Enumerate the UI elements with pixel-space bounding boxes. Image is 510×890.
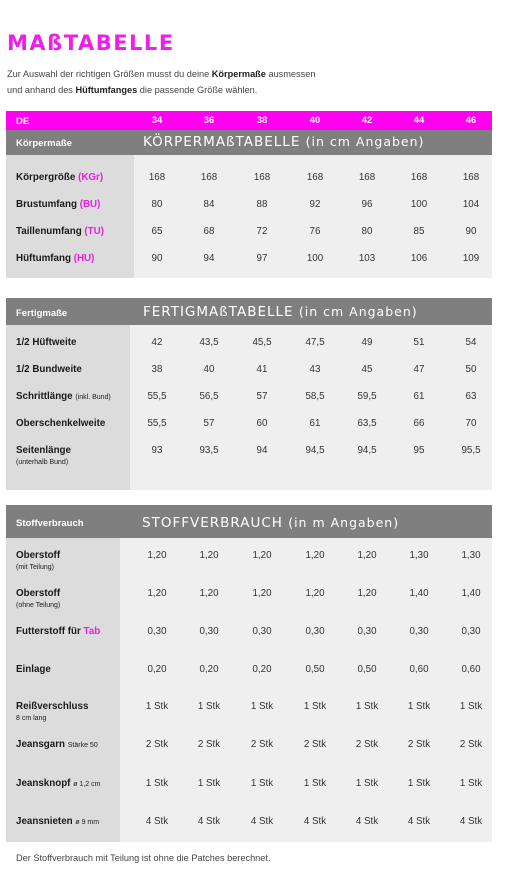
cell-size-44: 100 <box>410 199 428 210</box>
row-abbreviation: Tab <box>83 626 101 637</box>
cell-size-36: 1 Stk <box>197 701 221 712</box>
koerper-section <box>6 111 492 278</box>
cell-size-36: 0,20 <box>199 664 219 675</box>
cell-size-40: 100 <box>306 253 324 264</box>
intro-line1c: ausmessen <box>265 69 316 79</box>
cell-size-36: 1 Stk <box>197 778 221 789</box>
cell-size-46: 1,40 <box>461 588 481 599</box>
cell-size-40: 168 <box>306 172 324 183</box>
cell-size-44: 1 Stk <box>407 701 431 712</box>
cell-size-46: 50 <box>465 364 477 375</box>
cell-size-42: 0,50 <box>357 664 377 675</box>
cell-size-42: 4 Stk <box>355 816 379 827</box>
size-38: 38 <box>256 115 268 126</box>
cell-size-40: 4 Stk <box>303 816 327 827</box>
cell-size-46: 54 <box>465 337 477 348</box>
row-abbreviation: (TU) <box>84 226 105 237</box>
intro-line2a: und anhand des <box>7 85 76 95</box>
cell-size-42: 59,5 <box>357 391 377 402</box>
cell-size-36: 43,5 <box>199 337 219 348</box>
cell-size-38: 97 <box>256 253 268 264</box>
cell-size-46: 1 Stk <box>459 701 483 712</box>
intro-line2c: die passende Größe wählen. <box>137 85 258 95</box>
cell-size-40: 58,5 <box>305 391 325 402</box>
stoff-header <box>6 505 492 538</box>
koerper-heading: KÖRPERMAßTABELLE (in cm Angaben) <box>143 134 425 150</box>
cell-size-34: 0,30 <box>147 626 167 637</box>
cell-size-44: 4 Stk <box>407 816 431 827</box>
cell-size-34: 55,5 <box>147 418 167 429</box>
cell-size-42: 49 <box>361 337 373 348</box>
cell-size-38: 168 <box>253 172 271 183</box>
page-title: MAßTABELLE <box>7 31 175 55</box>
cell-size-46: 1,30 <box>461 550 481 561</box>
row-abbreviation: (KGr) <box>78 172 104 183</box>
row-note: (ohne Teilung) <box>16 602 61 609</box>
cell-size-44: 47 <box>413 364 425 375</box>
row-label: Futterstoff für Tab <box>16 626 101 637</box>
stoff-label: Stoffverbrauch <box>16 518 84 529</box>
cell-size-44: 2 Stk <box>407 739 431 750</box>
cell-size-40: 1,20 <box>305 588 325 599</box>
row-label: Jeansknopf ø 1,2 cm <box>16 778 101 789</box>
cell-size-38: 1 Stk <box>250 701 274 712</box>
cell-size-42: 1,20 <box>357 588 377 599</box>
size-header-band <box>6 111 492 130</box>
cell-size-44: 85 <box>413 226 425 237</box>
cell-size-34: 4 Stk <box>145 816 169 827</box>
koerper-label: Körpermaße <box>16 138 72 149</box>
cell-size-42: 1 Stk <box>355 778 379 789</box>
row-note: (mit Teilung) <box>16 564 54 571</box>
cell-size-44: 51 <box>413 337 425 348</box>
row-label: Jeansgarn Stärke 50 <box>16 739 98 750</box>
cell-size-42: 1,20 <box>357 550 377 561</box>
size-34: 34 <box>151 115 163 126</box>
cell-size-34: 42 <box>151 337 163 348</box>
intro-line1a: Zur Auswahl der richtigen Größen musst du deine <box>7 69 212 79</box>
row-label: Reißverschluss 8 cm lang <box>16 701 89 722</box>
cell-size-34: 1 Stk <box>145 778 169 789</box>
cell-size-44: 1,30 <box>409 550 429 561</box>
row-label: Taillenumfang (TU) <box>16 226 105 237</box>
intro-line2b: Hüftumfanges <box>75 85 138 95</box>
cell-size-38: 94 <box>256 445 268 456</box>
cell-size-46: 95,5 <box>461 445 481 456</box>
cell-size-44: 106 <box>410 253 428 264</box>
row-abbreviation: (HU) <box>73 253 95 264</box>
stoff-table <box>6 538 492 842</box>
cell-size-38: 88 <box>256 199 268 210</box>
cell-size-46: 104 <box>462 199 480 210</box>
cell-size-34: 65 <box>151 226 163 237</box>
cell-size-34: 168 <box>148 172 166 183</box>
stoff-heading: STOFFVERBRAUCH (in m Angaben) <box>142 515 400 531</box>
cell-size-38: 1,20 <box>252 550 272 561</box>
cell-size-34: 90 <box>151 253 163 264</box>
cell-size-46: 0,30 <box>461 626 481 637</box>
cell-size-40: 2 Stk <box>303 739 327 750</box>
cell-size-40: 1,20 <box>305 550 325 561</box>
cell-size-38: 2 Stk <box>250 739 274 750</box>
cell-size-34: 0,20 <box>147 664 167 675</box>
cell-size-42: 2 Stk <box>355 739 379 750</box>
footnote: Der Stoffverbrauch mit Teilung ist ohne die Patches berechnet. <box>16 853 271 863</box>
cell-size-42: 1 Stk <box>355 701 379 712</box>
cell-size-34: 80 <box>151 199 163 210</box>
cell-size-38: 4 Stk <box>250 816 274 827</box>
cell-size-42: 45 <box>361 364 373 375</box>
cell-size-36: 4 Stk <box>197 816 221 827</box>
cell-size-34: 2 Stk <box>145 739 169 750</box>
cell-size-44: 0,60 <box>409 664 429 675</box>
cell-size-34: 1 Stk <box>145 701 169 712</box>
cell-size-36: 57 <box>203 418 215 429</box>
cell-size-36: 56,5 <box>199 391 219 402</box>
cell-size-34: 55,5 <box>147 391 167 402</box>
row-label: Schrittlänge (inkl. Bund) <box>16 391 111 402</box>
cell-size-34: 1,20 <box>147 588 167 599</box>
stoff-section <box>6 505 492 842</box>
cell-size-44: 168 <box>410 172 428 183</box>
cell-size-42: 94,5 <box>357 445 377 456</box>
row-label: Jeansnieten ø 9 mm <box>16 816 100 827</box>
fertig-section <box>6 298 492 490</box>
label-column <box>6 538 120 842</box>
size-36: 36 <box>203 115 215 126</box>
cell-size-42: 103 <box>358 253 376 264</box>
size-40: 40 <box>309 115 321 126</box>
row-label: Oberschenkelweite <box>16 418 106 429</box>
cell-size-42: 80 <box>361 226 373 237</box>
cell-size-46: 90 <box>465 226 477 237</box>
cell-size-38: 72 <box>256 226 268 237</box>
cell-size-40: 0,30 <box>305 626 325 637</box>
cell-size-40: 47,5 <box>305 337 325 348</box>
cell-size-36: 1,20 <box>199 588 219 599</box>
cell-size-38: 1 Stk <box>250 778 274 789</box>
cell-size-44: 0,30 <box>409 626 429 637</box>
fertig-label: Fertigmaße <box>16 308 68 319</box>
cell-size-40: 43 <box>309 364 321 375</box>
cell-size-36: 40 <box>203 364 215 375</box>
koerper-table <box>6 155 492 278</box>
cell-size-44: 66 <box>413 418 425 429</box>
cell-size-40: 0,50 <box>305 664 325 675</box>
koerper-header <box>6 130 492 155</box>
cell-size-44: 1,40 <box>409 588 429 599</box>
row-note: (unterhalb Bund) <box>16 459 69 466</box>
size-44: 44 <box>413 115 425 126</box>
row-label: Oberstoff (mit Teilung) <box>16 550 61 571</box>
cell-size-38: 0,20 <box>252 664 272 675</box>
row-abbreviation: (BU) <box>79 199 101 210</box>
row-label: Oberstoff (ohne Teilung) <box>16 588 61 609</box>
row-label: Seitenlänge (unterhalb Bund) <box>16 445 71 466</box>
cell-size-44: 61 <box>413 391 425 402</box>
cell-size-36: 84 <box>203 199 215 210</box>
cell-size-36: 68 <box>203 226 215 237</box>
row-label: Brustumfang (BU) <box>16 199 101 210</box>
cell-size-34: 38 <box>151 364 163 375</box>
cell-size-36: 94 <box>203 253 215 264</box>
intro-line1b: Körpermaße <box>211 69 266 79</box>
row-label: Einlage <box>16 664 51 675</box>
cell-size-38: 0,30 <box>252 626 272 637</box>
cell-size-34: 1,20 <box>147 550 167 561</box>
row-label: 1/2 Bundweite <box>16 364 82 375</box>
cell-size-46: 2 Stk <box>459 739 483 750</box>
cell-size-46: 70 <box>465 418 477 429</box>
cell-size-46: 0,60 <box>461 664 481 675</box>
cell-size-42: 96 <box>361 199 373 210</box>
cell-size-38: 1,20 <box>252 588 272 599</box>
cell-size-36: 93,5 <box>199 445 219 456</box>
cell-size-34: 93 <box>151 445 163 456</box>
cell-size-46: 63 <box>465 391 477 402</box>
size-46: 46 <box>465 115 477 126</box>
cell-size-46: 168 <box>462 172 480 183</box>
cell-size-36: 2 Stk <box>197 739 221 750</box>
cell-size-46: 109 <box>462 253 480 264</box>
size-system-label: DE <box>16 116 30 127</box>
row-note: 8 cm lang <box>16 715 47 722</box>
fertig-heading: FERTIGMAßTABELLE (in cm Angaben) <box>143 304 418 320</box>
cell-size-38: 41 <box>256 364 268 375</box>
cell-size-42: 168 <box>358 172 376 183</box>
fertig-table <box>6 325 492 490</box>
cell-size-38: 45,5 <box>252 337 272 348</box>
row-spec: ø 9 mm <box>75 819 100 826</box>
cell-size-40: 1 Stk <box>303 701 327 712</box>
row-label: Hüftumfang (HU) <box>16 253 95 264</box>
cell-size-40: 61 <box>309 418 321 429</box>
cell-size-40: 92 <box>309 199 321 210</box>
intro-text <box>7 66 497 98</box>
cell-size-44: 95 <box>413 445 425 456</box>
cell-size-46: 4 Stk <box>459 816 483 827</box>
row-spec: Stärke 50 <box>67 742 98 749</box>
fertig-header <box>6 298 492 325</box>
cell-size-46: 1 Stk <box>459 778 483 789</box>
cell-size-38: 60 <box>256 418 268 429</box>
cell-size-42: 0,30 <box>357 626 377 637</box>
cell-size-36: 0,30 <box>199 626 219 637</box>
row-label: 1/2 Hüftweite <box>16 337 77 348</box>
cell-size-44: 1 Stk <box>407 778 431 789</box>
cell-size-36: 168 <box>200 172 218 183</box>
size-42: 42 <box>361 115 373 126</box>
row-note: (inkl. Bund) <box>75 394 111 401</box>
cell-size-42: 63,5 <box>357 418 377 429</box>
cell-size-38: 57 <box>256 391 268 402</box>
cell-size-40: 1 Stk <box>303 778 327 789</box>
cell-size-40: 94,5 <box>305 445 325 456</box>
cell-size-40: 76 <box>309 226 321 237</box>
row-spec: ø 1,2 cm <box>73 781 101 788</box>
cell-size-36: 1,20 <box>199 550 219 561</box>
row-label: Körpergröße (KGr) <box>16 172 104 183</box>
